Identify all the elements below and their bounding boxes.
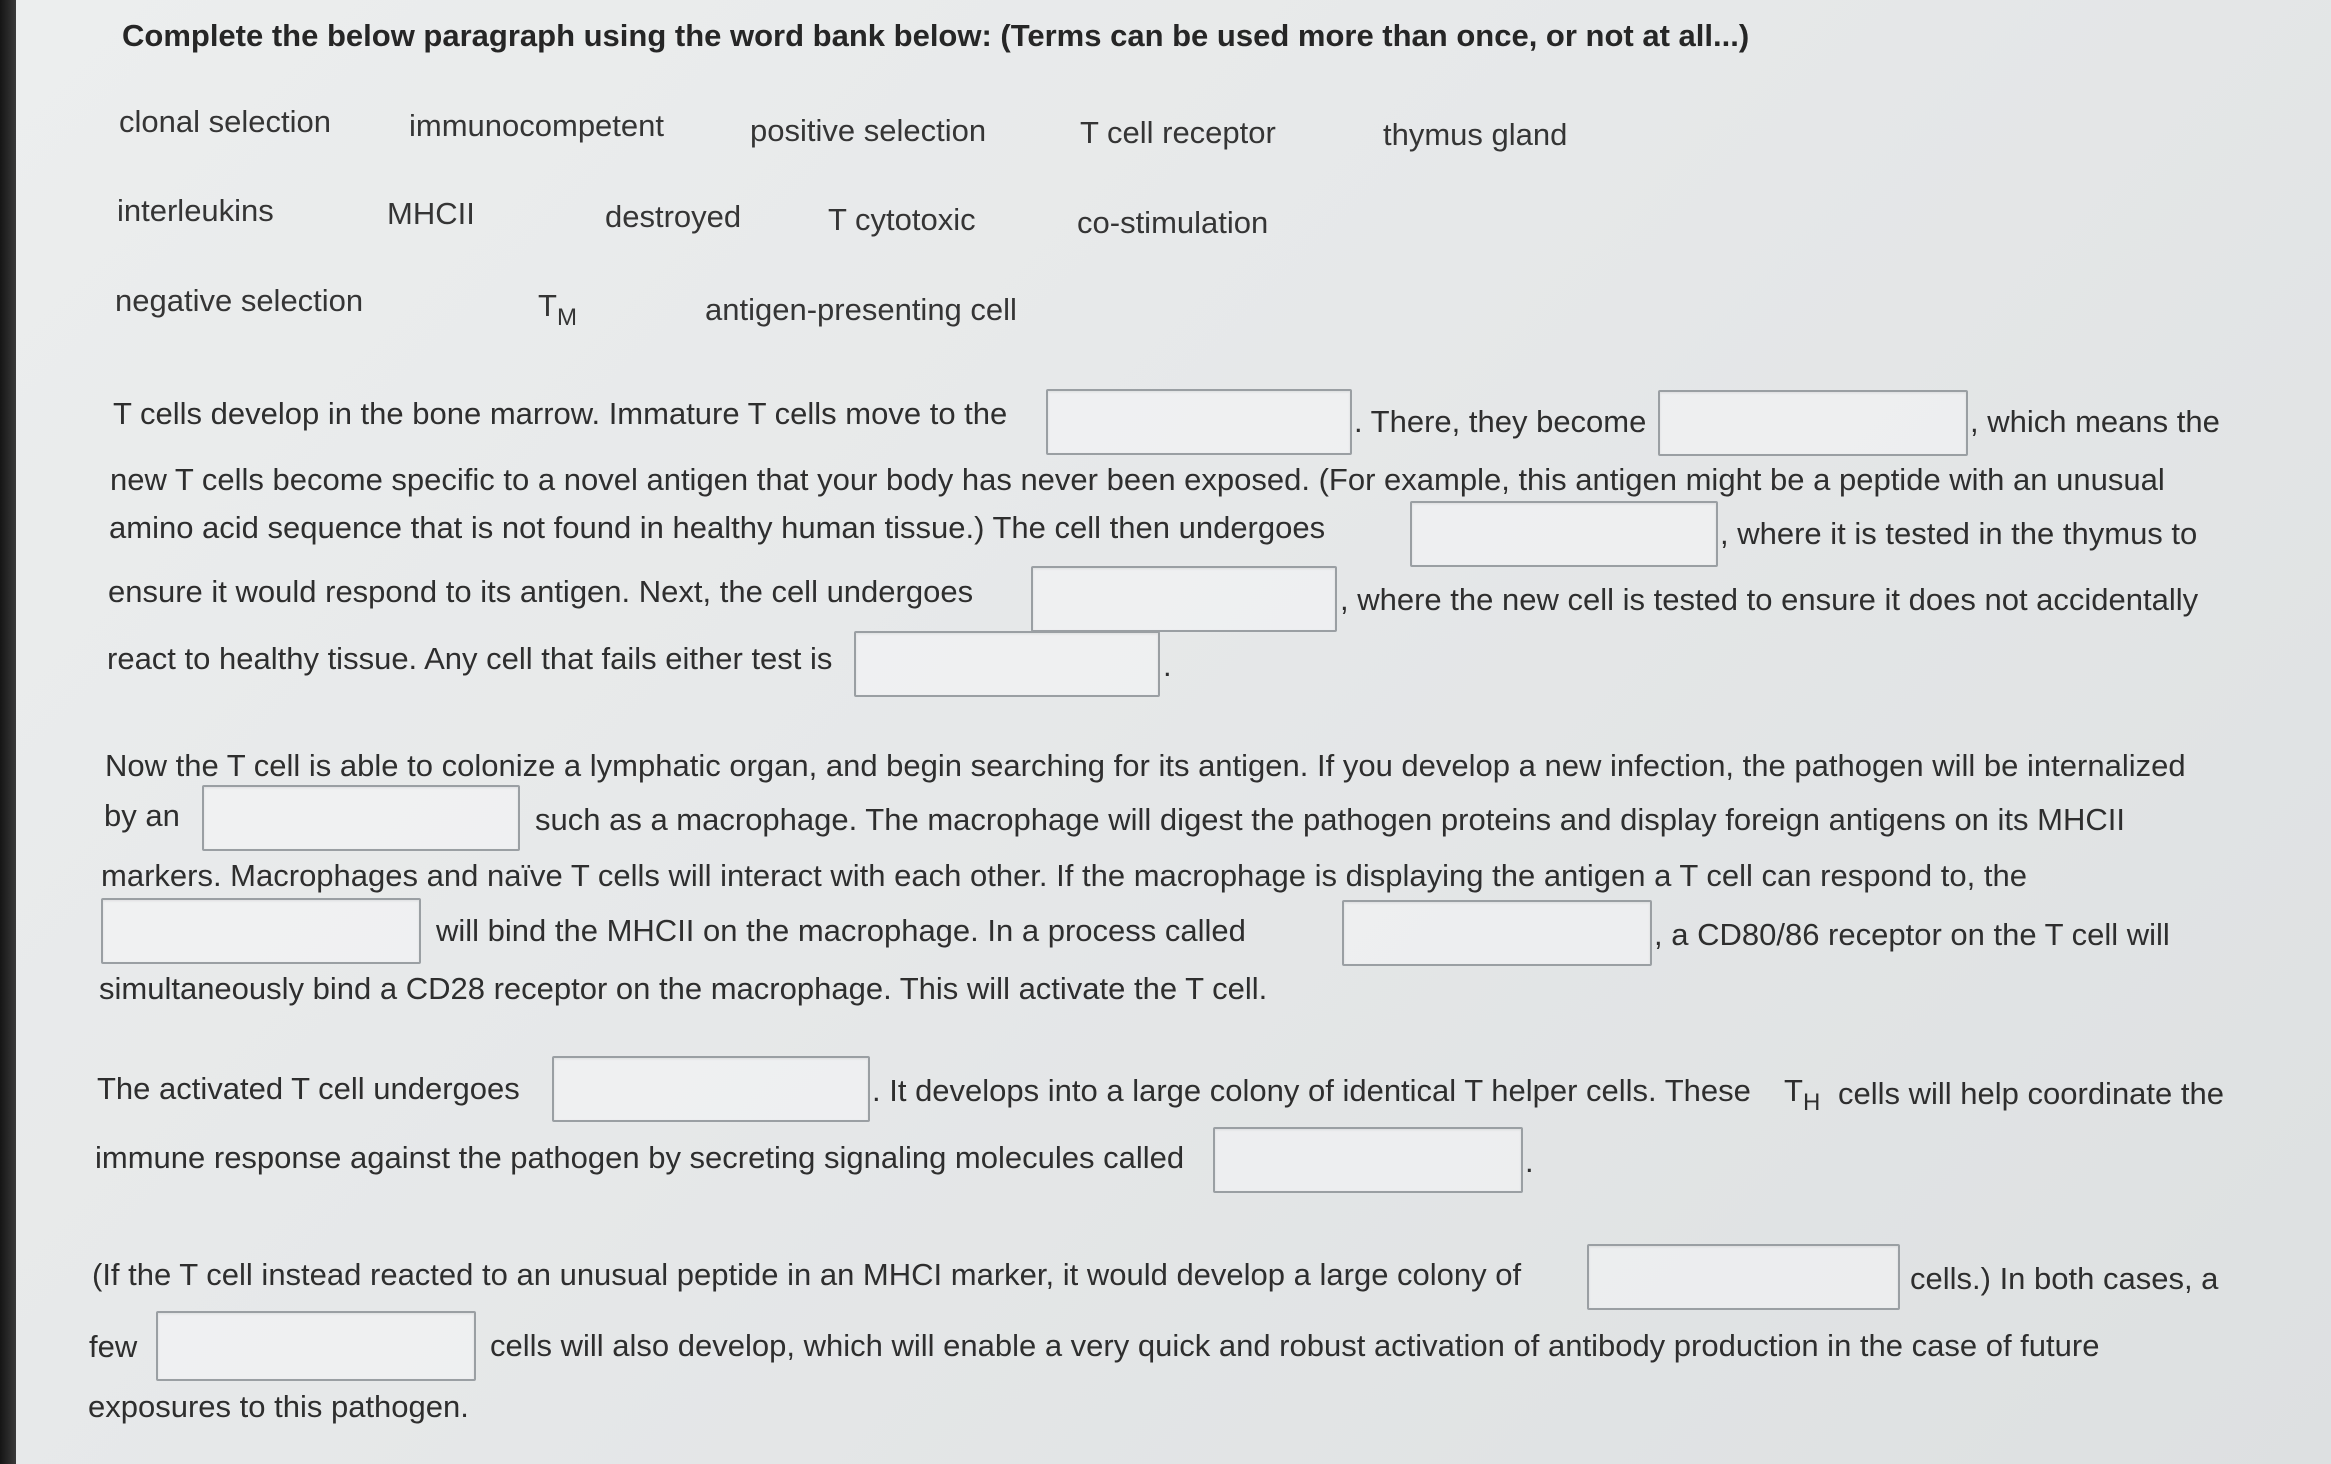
word-bank-term: co-stimulation	[1077, 205, 1269, 240]
paragraph-text: exposures to this pathogen.	[88, 1389, 469, 1424]
paragraph-text: will bind the MHCII on the macrophage. In a process called	[436, 913, 1246, 948]
paragraph-text: . There, they become	[1354, 404, 1647, 439]
paragraph-text: cells.) In both cases, a	[1910, 1261, 2219, 1296]
instructions-heading: Complete the below paragraph using the word bank below: (Terms can be used more than once, or not at all...)	[122, 18, 1750, 53]
answer-blank-8[interactable]	[1342, 900, 1652, 966]
answer-blank-9[interactable]	[552, 1056, 870, 1122]
paragraph-text: few	[89, 1329, 138, 1364]
paragraph-text: The activated T cell undergoes	[97, 1071, 520, 1106]
word-bank-term: T cell receptor	[1080, 115, 1276, 150]
paragraph-text: immune response against the pathogen by secreting signaling molecules called	[95, 1140, 1185, 1175]
word-bank-term: immunocompetent	[409, 108, 665, 143]
paragraph-text: , which means the	[1970, 404, 2220, 439]
paragraph-text: by an	[104, 798, 180, 833]
answer-blank-1[interactable]	[1046, 389, 1352, 455]
paragraph-text: cells will help coordinate the	[1838, 1076, 2224, 1111]
word-bank-term: negative selection	[115, 283, 364, 318]
paragraph-text: Now the T cell is able to colonize a lymphatic organ, and begin searching for its antigen. If you develop a new infection, the pathogen will be internalized	[105, 748, 2186, 783]
word-bank-term: thymus gland	[1383, 117, 1568, 152]
answer-blank-12[interactable]	[156, 1311, 476, 1381]
paragraph-text: new T cells become specific to a novel antigen that your body has never been exposed. (For example, this antigen might be a peptide with an unusual	[110, 462, 2165, 497]
paragraph-text: ensure it would respond to its antigen. Next, the cell undergoes	[108, 574, 974, 609]
paragraph-text: such as a macrophage. The macrophage will digest the pathogen proteins and display foreign antigens on its MHCII	[535, 802, 2125, 837]
paragraph-text: .	[1163, 648, 1172, 683]
paragraph-text: , a CD80/86 receptor on the T cell will	[1654, 917, 2170, 952]
paragraph-text: markers. Macrophages and naïve T cells will interact with each other. If the macrophage is displaying the antigen a T cell can respond to, the	[101, 858, 2027, 893]
answer-blank-4[interactable]	[1031, 566, 1337, 632]
screen-edge	[0, 0, 16, 1464]
paragraph-text: amino acid sequence that is not found in healthy human tissue.) The cell then undergoes	[109, 510, 1326, 545]
word-bank-term: positive selection	[750, 113, 987, 148]
answer-blank-10[interactable]	[1213, 1127, 1523, 1193]
paragraph-text: react to healthy tissue. Any cell that fails either test is	[107, 641, 833, 676]
word-bank-term: interleukins	[117, 193, 274, 228]
th-cells-label: $T_H$	[1784, 1073, 1821, 1116]
paragraph-text: . It develops into a large colony of identical T helper cells. These	[872, 1073, 1751, 1108]
answer-blank-3[interactable]	[1410, 501, 1718, 567]
paragraph-text: , where it is tested in the thymus to	[1720, 516, 2198, 551]
word-bank-term: antigen-presenting cell	[705, 292, 1017, 327]
paragraph-text: (If the T cell instead reacted to an unusual peptide in an MHCI marker, it would develop a large colony of	[92, 1257, 1522, 1292]
word-bank-term: T cytotoxic	[828, 202, 976, 237]
paragraph-text: T cells develop in the bone marrow. Immature T cells move to the	[113, 396, 1008, 431]
answer-blank-7[interactable]	[101, 898, 421, 964]
word-bank-term: destroyed	[605, 199, 742, 234]
paragraph-text: .	[1525, 1144, 1534, 1179]
word-bank-term: clonal selection	[119, 104, 331, 139]
answer-blank-6[interactable]	[202, 785, 520, 851]
paragraph-text: cells will also develop, which will enable a very quick and robust activation of antibody production in the case of future	[490, 1328, 2100, 1363]
answer-blank-5[interactable]	[854, 631, 1160, 697]
word-bank-term-tm: $T_M$	[538, 288, 577, 331]
paragraph-text: simultaneously bind a CD28 receptor on the macrophage. This will activate the T cell.	[99, 971, 1268, 1006]
answer-blank-2[interactable]	[1658, 390, 1968, 456]
answer-blank-11[interactable]	[1587, 1244, 1900, 1310]
word-bank-term: MHCII	[387, 196, 475, 231]
paragraph-text: , where the new cell is tested to ensure it does not accidentally	[1340, 582, 2199, 617]
